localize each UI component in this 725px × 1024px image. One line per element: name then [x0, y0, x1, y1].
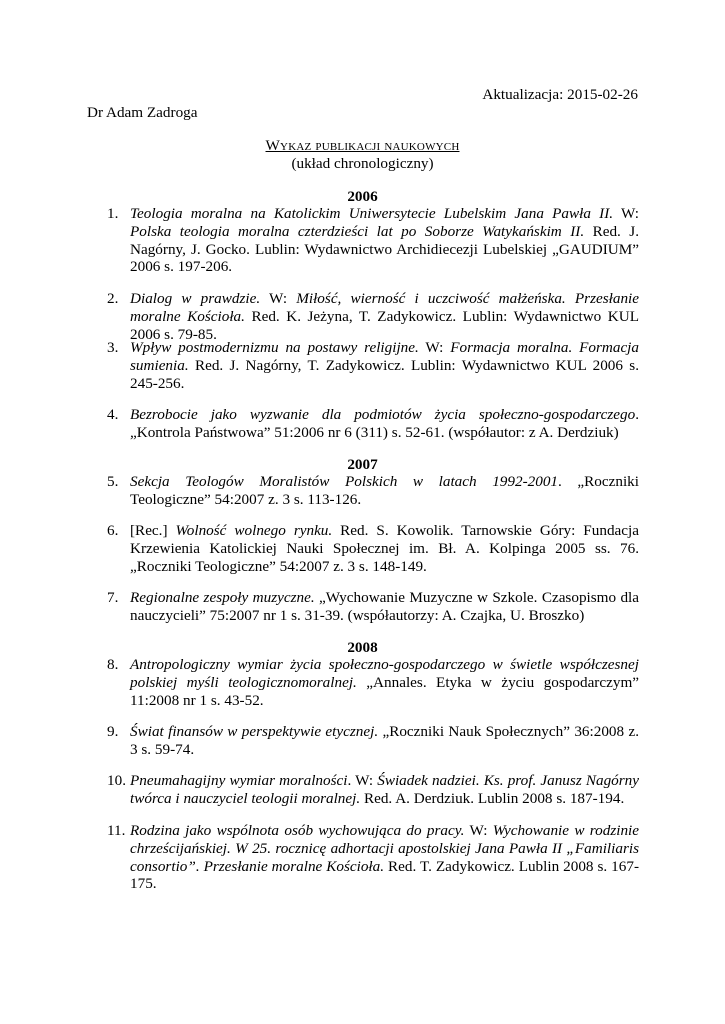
entry-title-italic: Wolność wolnego rynku. — [175, 522, 333, 539]
entry-text — [130, 822, 639, 892]
document-subtitle: (układ chronologiczny) — [291, 154, 434, 172]
entry-text-run: . „Kontrola Państwowa” 51:2006 nr 6 (311) s. 52-61. (współautor: z A. Derdziuk) — [130, 406, 639, 441]
year-heading: 2007 — [347, 456, 378, 473]
publication-entry — [107, 522, 639, 575]
entry-text-run: Red. A. Derdziuk. Lublin 2008 s. 187-194. — [360, 789, 625, 807]
entry-number: 10. — [107, 772, 126, 789]
entry-title-italic: Sekcja Teologów Moralistów Polskich w latach 1992-2001 — [130, 473, 559, 490]
entry-text-run: W: — [464, 822, 493, 839]
entry-text — [130, 290, 639, 343]
entry-text-run: W: — [613, 205, 639, 222]
entry-text — [130, 772, 639, 807]
entry-text — [130, 656, 639, 709]
entry-text-run: W: — [260, 290, 297, 307]
entry-text-run: . W: — [347, 772, 378, 789]
publication-entry — [107, 290, 640, 343]
entry-number: 7. — [107, 589, 119, 606]
entry-title-italic: Świadek nadziei. Ks. prof. Janusz Nagórny twórca i nauczyciel teologii moralnej. — [130, 772, 640, 807]
entry-title-italic: Miłość, wierność i uczciwość małżeńska. Przesłanie moralne Kościoła. — [130, 290, 640, 325]
entry-number: 9. — [107, 723, 119, 740]
entry-number: 4. — [107, 406, 119, 423]
entry-title-italic: Pneumahagijny wymiar moralności — [130, 772, 348, 789]
entry-title-italic: Dialog w prawdzie. — [130, 290, 261, 307]
publication-entry — [107, 473, 639, 509]
document-title: Wykaz publikacji naukowych — [265, 137, 460, 154]
entry-text-run: Red. J. Nagórny, J. Gocko. Lublin: Wydawnictwo Archidiecezji Lubelskiej „GAUDIUM” 2006 s. 197-206. — [130, 222, 639, 276]
entry-number: 1. — [107, 205, 119, 222]
publication-entry — [107, 723, 639, 759]
entry-number: 11. — [107, 822, 126, 839]
entry-text-run: „Roczniki Nauk Społecznych” 36:2008 z. 3 s. 59-74. — [130, 723, 639, 758]
entry-text-run: Red. S. Kowolik. Tarnowskie Góry: Fundacja Krzewienia Katolickiej Nauki Społecznej im. Bł. A. Kolpinga 2005 ss. 76. „Roczniki Teologiczne” 54:2007 z. 3 s. 148-149. — [130, 522, 639, 575]
entry-text — [130, 473, 639, 508]
publication-entry — [107, 205, 639, 276]
entry-text-run: „Annales. Etyka w życiu gospodarczym” 11:2008 nr 1 s. 43-52. — [130, 673, 639, 709]
entry-text — [130, 339, 639, 392]
entry-title-italic: Antropologiczny wymiar życia społeczno-gospodarczego w świetle współczesnej polskiej myśli teologicznomoralnej. — [130, 656, 639, 691]
entry-text — [130, 406, 639, 441]
entry-number: 3. — [107, 339, 119, 356]
publication-entry — [107, 656, 639, 709]
entry-title-italic: Bezrobocie jako wyzwanie dla podmiotów życia społeczno-gospodarczego — [130, 406, 636, 423]
update-date: Aktualizacja: 2015-02-26 — [482, 86, 638, 103]
entry-number: 5. — [107, 473, 119, 490]
entry-text-run: [Rec.] — [130, 522, 176, 539]
entry-number: 2. — [107, 290, 119, 307]
year-heading: 2008 — [347, 639, 378, 656]
entry-title-italic: Polska teologia moralna czterdzieści lat po Soborze Watykańskim II. — [130, 222, 585, 240]
entry-text-run: „Wychowanie Muzyczne w Szkole. Czasopismo dla nauczycieli” 75:2007 nr 1 s. 31-39. (współautorzy: A. Czajka, U. Broszko) — [130, 589, 640, 624]
entry-title-italic: Świat finansów w perspektywie etycznej. — [130, 723, 379, 740]
publication-entry — [107, 406, 639, 442]
entry-text-run: W: — [418, 339, 451, 356]
publication-entry — [107, 772, 640, 808]
entry-text-run: . „Roczniki Teologiczne” 54:2007 z. 3 s. 113-126. — [130, 473, 639, 508]
author-name: Dr Adam Zadroga — [87, 104, 198, 121]
publication-entry — [107, 589, 640, 625]
publication-entry — [107, 822, 639, 893]
entry-title-italic: Formacja moralna. Formacja sumienia. — [130, 339, 639, 374]
entry-number: 6. — [107, 522, 119, 539]
entry-text — [130, 522, 639, 575]
entry-text-run: Red. T. Zadykowicz. Lublin 2008 s. 167-175. — [130, 857, 639, 893]
entry-number: 8. — [107, 656, 119, 673]
year-heading: 2006 — [347, 188, 378, 205]
entry-title-italic: Rodzina jako wspólnota osób wychowująca do pracy. — [130, 822, 465, 839]
entry-title-italic: Teologia moralna na Katolickim Uniwersytecie Lubelskim Jana Pawła II. — [130, 205, 614, 222]
entry-title-italic: Regionalne zespoły muzyczne. — [130, 589, 315, 606]
entry-text — [130, 205, 639, 275]
entry-text-run: Red. K. Jeżyna, T. Zadykowicz. Lublin: Wydawnictwo KUL 2006 s. 79-85. — [130, 307, 640, 343]
publication-entry — [107, 339, 639, 392]
entry-title-italic: Wychowanie w rodzinie chrześcijańskiej. W 25. rocznicę adhortacji apostolskiej Jana Pawła II „Familiaris consortio”. Przesłanie moralne Kościoła. — [130, 822, 639, 875]
entry-text-run: Red. J. Nagórny, T. Zadykowicz. Lublin: Wydawnictwo KUL 2006 s. 245-256. — [130, 356, 639, 392]
entry-text — [130, 589, 639, 624]
entry-text — [130, 723, 639, 758]
title-block — [87, 137, 638, 173]
entry-title-italic: Wpływ postmodernizmu na postawy religijne. — [130, 339, 419, 356]
